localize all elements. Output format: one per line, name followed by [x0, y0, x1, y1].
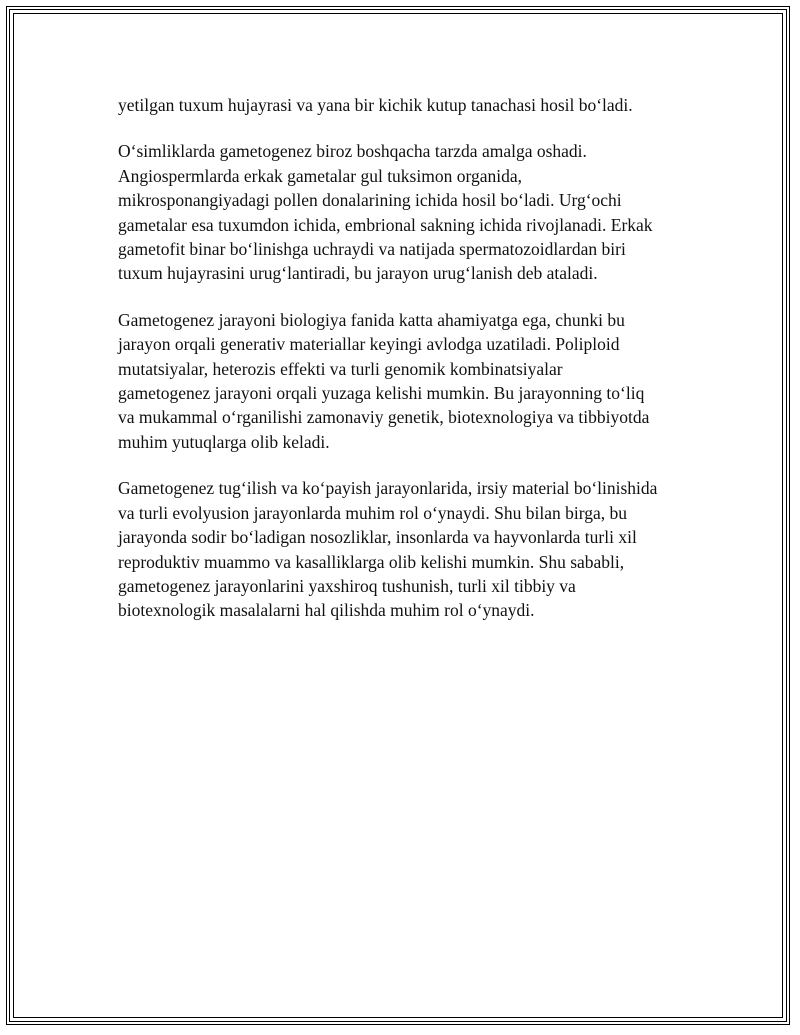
- paragraph-role: Gametogenez tug‘ilish va ko‘payish jarayonlarida, irsiy material bo‘linishida va turli evolyusion jarayonlarda muhim rol o‘ynaydi. Shu bilan birga, bu jarayonda sodir bo‘ladigan nosozliklar, insonlarda va hayvonlarda turli xil reproduktiv muammo va kasalliklarga olib kelishi mumkin. Shu sababli, gametogenez jarayonlarini yaxshiroq tushunish, turli xil tibbiy va biotexnologik masalalarni hal qilishda muhim rol o‘ynaydi.: [118, 478, 658, 621]
- paragraph-plant-gametogenesis: O‘simliklarda gametogenez biroz boshqacha tarzda amalga oshadi. Angiospermlarda erkak gametalar gul tuksimon organida, mikrosponangiyadagi pollen donalarining ichida hosil bo‘ladi. Urg‘ochi gametalar esa tuxumdon ichida, embrional sakning ichida rivojlanadi. Erkak gametofit binar bo‘linishga uchraydi va natijada spermatozoidlardan biri tuxum hujayrasini urug‘lantiradi, bu jarayon urug‘lanish deb ataladi.: [118, 141, 653, 284]
- document-body: [118, 93, 698, 645]
- paragraph-significance: Gametogenez jarayoni biologiya fanida katta ahamiyatga ega, chunki bu jarayon orqali generativ materiallar keyingi avlodga uzatiladi. Poliploid mutatsiyalar, heterozis effekti va turli genomik kombinatsiyalar gametogenez jarayoni orqali yuzaga kelishi mumkin. Bu jarayonning to‘liq va mukammal o‘rganilishi zamonaviy genetik, biotexnologiya va tibbiyotda muhim yutuqlarga olib keladi.: [118, 309, 650, 452]
- paragraph-continuation: yetilgan tuxum hujayrasi va yana bir kichik kutup tanachasi hosil bo‘ladi.: [118, 95, 633, 115]
